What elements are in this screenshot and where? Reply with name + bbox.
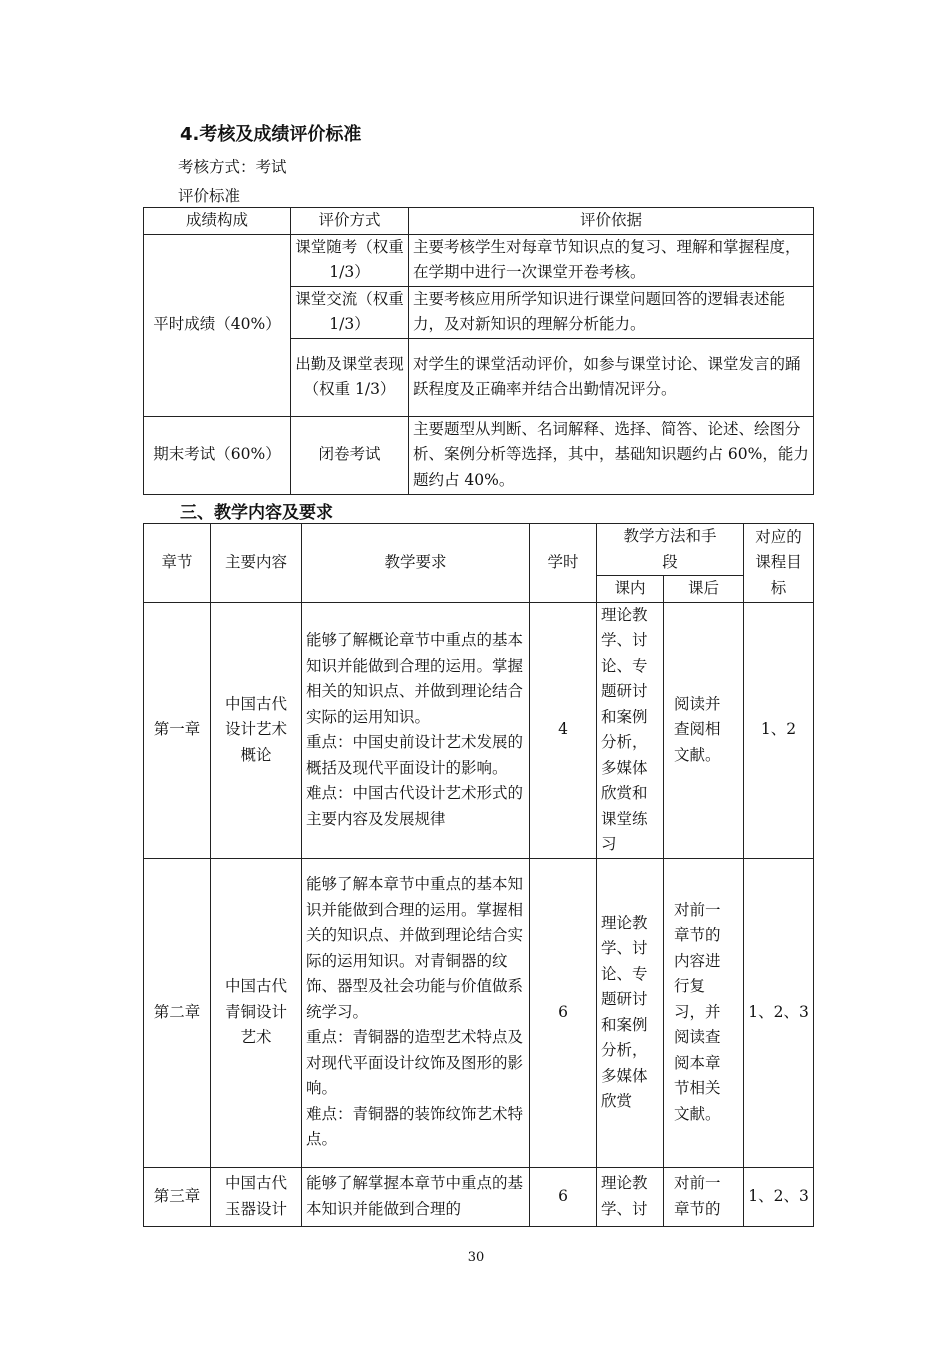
header-content: 主要内容 — [211, 524, 302, 603]
hours-cell: 4 — [530, 602, 597, 858]
chapter-cell: 第三章 — [144, 1167, 211, 1226]
header-methods: 教学方法和手段 — [597, 524, 744, 576]
header-objectives: 对应的课程目标 — [744, 524, 814, 603]
after-class-cell: 阅读并查阅相文献。 — [664, 602, 744, 858]
header-chapter: 章节 — [144, 524, 211, 603]
in-class-cell: 理论教学、讨 — [597, 1167, 664, 1226]
method-cell: 课堂交流（权重 1/3） — [291, 286, 409, 338]
requirement-cell: 能够了解本章节中重点的基本知识并能做到合理的运用。掌握相关的知识点、并做到理论结合实际的运用知识。对青铜器的纹饰、器型及社会功能与价值做系统学习。 重点：青铜器的造型艺术特点及对现代平面设计纹饰及图形的影响。 难点：青铜器的装饰纹饰艺术特点。 — [302, 858, 530, 1167]
after-class-cell: 对前一章节的内容进行复习，并阅读查阅本章节相关文献。 — [664, 858, 744, 1167]
content-cell: 中国古代设计艺术概论 — [211, 602, 302, 858]
section-heading: 三、教学内容及要求 — [180, 503, 333, 523]
header-composition: 成绩构成 — [144, 208, 291, 235]
exam-method-text: 考核方式：考试 — [178, 158, 287, 176]
content-cell: 中国古代玉器设计 — [211, 1167, 302, 1226]
objectives-cell: 1、2、3 — [744, 1167, 814, 1226]
header-after-class: 课后 — [664, 576, 744, 603]
final-exam-label: 期末考试（60%） — [144, 416, 291, 494]
final-method-cell: 闭卷考试 — [291, 416, 409, 494]
header-method: 评价方式 — [291, 208, 409, 235]
content-table — [143, 523, 814, 1227]
grading-table — [143, 207, 814, 495]
basis-cell: 主要考核学生对每章节知识点的复习、理解和掌握程度，在学期中进行一次课堂开卷考核。 — [409, 234, 814, 286]
hours-cell: 6 — [530, 858, 597, 1167]
basis-cell: 主要考核应用所学知识进行课堂问题回答的逻辑表述能力，及对新知识的理解分析能力。 — [409, 286, 814, 338]
content-cell: 中国古代青铜设计艺术 — [211, 858, 302, 1167]
header-basis: 评价依据 — [409, 208, 814, 235]
objectives-cell: 1、2 — [744, 602, 814, 858]
criteria-label: 评价标准 — [178, 187, 241, 205]
page-number: 30 — [467, 1250, 485, 1265]
basis-cell: 对学生的课堂活动评价，如参与课堂讨论、课堂发言的踊跃程度及正确率并结合出勤情况评分。 — [409, 338, 814, 416]
header-requirement: 教学要求 — [302, 524, 530, 603]
objectives-cell: 1、2、3 — [744, 858, 814, 1167]
header-in-class: 课内 — [597, 576, 664, 603]
requirement-cell: 能够了解掌握本章节中重点的基本知识并能做到合理的 — [302, 1167, 530, 1226]
final-basis-cell: 主要题型从判断、名词解释、选择、简答、论述、绘图分析、案例分析等选择，其中，基础知识题约占 60%，能力题约占 40%。 — [409, 416, 814, 494]
chapter-cell: 第二章 — [144, 858, 211, 1167]
method-cell: 出勤及课堂表现（权重 1/3） — [291, 338, 409, 416]
regular-grade-label: 平时成绩（40%） — [144, 234, 291, 416]
method-cell: 课堂随考（权重 1/3） — [291, 234, 409, 286]
chapter-cell: 第一章 — [144, 602, 211, 858]
section-heading: 4.考核及成绩评价标准 — [180, 124, 362, 145]
hours-cell: 6 — [530, 1167, 597, 1226]
in-class-cell: 理论教学、讨论、专题研讨和案例分析，多媒体欣赏 — [597, 858, 664, 1167]
header-hours: 学时 — [530, 524, 597, 603]
in-class-cell: 理论教学、讨论、专题研讨和案例分析，多媒体欣赏和课堂练习 — [597, 602, 664, 858]
requirement-cell: 能够了解概论章节中重点的基本知识并能做到合理的运用。掌握相关的知识点、并做到理论结合实际的运用知识。 重点：中国史前设计艺术发展的概括及现代平面设计的影响。 难点：中国古代设计艺术形式的主要内容及发展规律 — [302, 602, 530, 858]
after-class-cell: 对前一章节的 — [664, 1167, 744, 1226]
